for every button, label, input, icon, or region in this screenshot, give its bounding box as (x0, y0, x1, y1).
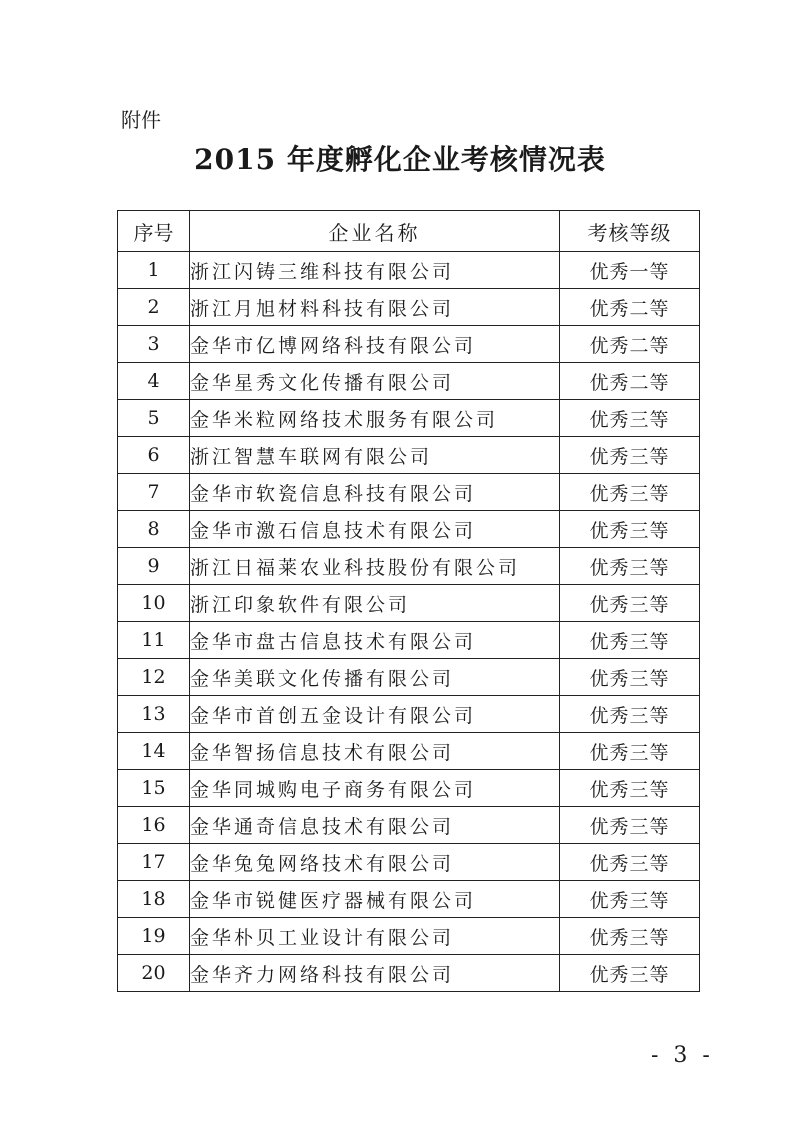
table-row (118, 400, 700, 437)
row-index: 13 (118, 696, 190, 733)
row-index: 16 (118, 807, 190, 844)
company-name: 金华米粒网络技术服务有限公司 (190, 400, 560, 437)
table-row (118, 511, 700, 548)
table-row (118, 659, 700, 696)
attachment-label: 附件 (121, 108, 161, 132)
company-name: 金华市盘古信息技术有限公司 (190, 622, 560, 659)
row-index: 14 (118, 733, 190, 770)
header-index: 序号 (118, 211, 190, 252)
company-name: 金华朴贝工业设计有限公司 (190, 918, 560, 955)
table-row (118, 881, 700, 918)
assessment-grade: 优秀三等 (560, 659, 700, 696)
row-index: 12 (118, 659, 190, 696)
assessment-grade: 优秀三等 (560, 437, 700, 474)
page-number: - 3 - (651, 1043, 714, 1068)
table-row (118, 770, 700, 807)
company-name: 金华市软瓷信息科技有限公司 (190, 474, 560, 511)
row-index: 1 (118, 252, 190, 289)
assessment-grade: 优秀三等 (560, 733, 700, 770)
company-name: 金华兔兔网络技术有限公司 (190, 844, 560, 881)
assessment-grade: 优秀三等 (560, 881, 700, 918)
row-index: 20 (118, 955, 190, 992)
row-index: 3 (118, 326, 190, 363)
company-name: 浙江日福莱农业科技股份有限公司 (190, 548, 560, 585)
assessment-table (117, 210, 700, 992)
table-row (118, 585, 700, 622)
assessment-grade: 优秀三等 (560, 585, 700, 622)
table-row (118, 252, 700, 289)
row-index: 8 (118, 511, 190, 548)
table-row (118, 474, 700, 511)
table-row (118, 807, 700, 844)
table-row (118, 622, 700, 659)
row-index: 7 (118, 474, 190, 511)
assessment-grade: 优秀三等 (560, 511, 700, 548)
table-row (118, 289, 700, 326)
table-row (118, 918, 700, 955)
row-index: 15 (118, 770, 190, 807)
assessment-grade: 优秀三等 (560, 918, 700, 955)
assessment-grade: 优秀二等 (560, 289, 700, 326)
company-name: 金华市锐健医疗器械有限公司 (190, 881, 560, 918)
company-name: 浙江月旭材料科技有限公司 (190, 289, 560, 326)
header-grade: 考核等级 (560, 211, 700, 252)
row-index: 17 (118, 844, 190, 881)
assessment-grade: 优秀三等 (560, 474, 700, 511)
row-index: 19 (118, 918, 190, 955)
table-row (118, 326, 700, 363)
table-row (118, 696, 700, 733)
assessment-grade: 优秀三等 (560, 955, 700, 992)
company-name: 金华市首创五金设计有限公司 (190, 696, 560, 733)
table-body (118, 252, 700, 992)
row-index: 11 (118, 622, 190, 659)
assessment-grade: 优秀三等 (560, 844, 700, 881)
company-name: 金华市亿博网络科技有限公司 (190, 326, 560, 363)
row-index: 5 (118, 400, 190, 437)
row-index: 18 (118, 881, 190, 918)
row-index: 2 (118, 289, 190, 326)
table-row (118, 437, 700, 474)
table-row (118, 363, 700, 400)
company-name: 金华智扬信息技术有限公司 (190, 733, 560, 770)
company-name: 金华齐力网络科技有限公司 (190, 955, 560, 992)
company-name: 浙江闪铸三维科技有限公司 (190, 252, 560, 289)
row-index: 9 (118, 548, 190, 585)
row-index: 10 (118, 585, 190, 622)
table-row (118, 733, 700, 770)
assessment-grade: 优秀三等 (560, 770, 700, 807)
company-name: 金华市激石信息技术有限公司 (190, 511, 560, 548)
company-name: 金华通奇信息技术有限公司 (190, 807, 560, 844)
table-header-row (118, 211, 700, 252)
company-name: 金华同城购电子商务有限公司 (190, 770, 560, 807)
assessment-grade: 优秀一等 (560, 252, 700, 289)
row-index: 4 (118, 363, 190, 400)
assessment-grade: 优秀三等 (560, 696, 700, 733)
assessment-grade: 优秀三等 (560, 622, 700, 659)
company-name: 金华星秀文化传播有限公司 (190, 363, 560, 400)
header-company-name: 企业名称 (190, 211, 560, 252)
table-row (118, 844, 700, 881)
table-row (118, 548, 700, 585)
table-row (118, 955, 700, 992)
assessment-grade: 优秀三等 (560, 400, 700, 437)
assessment-grade: 优秀二等 (560, 363, 700, 400)
assessment-grade: 优秀二等 (560, 326, 700, 363)
page-title: 2015 年度孵化企业考核情况表 (194, 143, 606, 176)
company-name: 浙江智慧车联网有限公司 (190, 437, 560, 474)
company-name: 浙江印象软件有限公司 (190, 585, 560, 622)
assessment-grade: 优秀三等 (560, 548, 700, 585)
assessment-grade: 优秀三等 (560, 807, 700, 844)
row-index: 6 (118, 437, 190, 474)
company-name: 金华美联文化传播有限公司 (190, 659, 560, 696)
